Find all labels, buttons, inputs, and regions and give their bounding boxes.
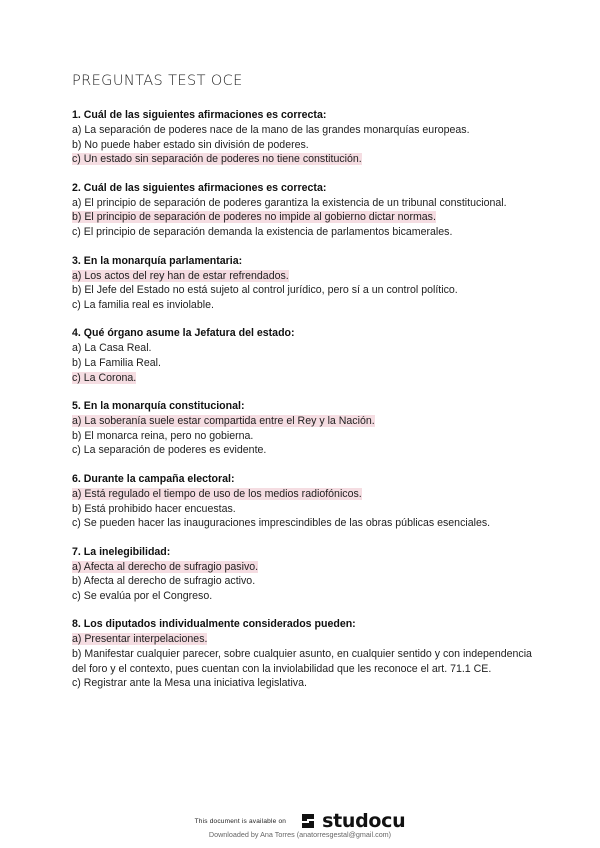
- answer-option-highlighted: [72, 371, 542, 386]
- answer-option-text: c) Se pueden hacer las inauguraciones imprescindibles de las obras públicas esenciales.: [72, 517, 491, 530]
- question-block: [72, 545, 542, 604]
- answer-option-text: a) Presentar interpelaciones.: [72, 633, 208, 646]
- answer-option-text: b) El monarca reina, pero no gobierna.: [72, 429, 254, 442]
- answer-option: [72, 589, 542, 604]
- answer-option-highlighted: [72, 414, 542, 429]
- answer-option-highlighted: [72, 210, 542, 225]
- answer-option-highlighted: [72, 269, 542, 284]
- answer-option: [72, 574, 542, 589]
- question-block: [72, 617, 542, 690]
- answer-option: [72, 123, 542, 138]
- answer-option-text: c) El principio de separación demanda la existencia de parlamentos bicamerales.: [72, 225, 453, 238]
- answer-option-text: b) No puede haber estado sin división de poderes.: [72, 138, 309, 151]
- answer-option: [72, 502, 542, 517]
- document-title: PREGUNTAS TEST OCE: [72, 73, 243, 89]
- answer-option-highlighted: [72, 560, 542, 575]
- answer-option-highlighted: [72, 632, 542, 647]
- question-block: [72, 472, 542, 531]
- studocu-logo-icon: [298, 811, 318, 831]
- answer-option-highlighted: [72, 487, 542, 502]
- answer-option: [72, 356, 542, 371]
- answer-option: [72, 138, 542, 153]
- answer-option-text: a) La soberanía suele estar compartida entre el Rey y la Nación.: [72, 415, 375, 428]
- answer-option-text: a) El principio de separación de poderes garantiza la existencia de un tribunal constitucional.: [72, 196, 507, 209]
- answer-option: [72, 647, 542, 676]
- question-text: 8. Los diputados individualmente considerados pueden:: [72, 618, 356, 631]
- question-block: [72, 108, 542, 167]
- question-list: [72, 108, 542, 705]
- downloaded-by-text: Downloaded by Ana Torres (anatorresgestal@gmail.com): [208, 830, 392, 839]
- answer-option-text: a) La Casa Real.: [72, 342, 152, 355]
- answer-option-text: b) Afecta al derecho de sufragio activo.: [72, 575, 256, 588]
- question-text: 4. Qué órgano asume la Jefatura del estado:: [72, 327, 295, 340]
- answer-option: [72, 196, 542, 211]
- question-block: [72, 254, 542, 313]
- answer-option-text: c) Se evalúa por el Congreso.: [72, 589, 213, 602]
- question-block: [72, 399, 542, 458]
- answer-option-text: b) El principio de separación de poderes no impide al gobierno dictar normas.: [72, 211, 436, 224]
- answer-option-text: a) Afecta al derecho de sufragio pasivo.: [72, 560, 259, 573]
- studocu-logo[interactable]: [298, 810, 405, 832]
- answer-option: [72, 298, 542, 313]
- question-text: 7. La inelegibilidad:: [72, 545, 171, 558]
- answer-option: [72, 429, 542, 444]
- question-block: [72, 326, 542, 385]
- answer-option-text: c) Registrar ante la Mesa una iniciativa legislativa.: [72, 677, 307, 690]
- answer-option: [72, 443, 542, 458]
- answer-option-text: b) Manifestar cualquier parecer, sobre cualquier asunto, en cualquier sentido y con independencia del foro y el contexto, pues cuentan con la inviolabilidad que les reconoce el art. 71.1 CE.: [72, 648, 532, 675]
- answer-option-text: a) Está regulado el tiempo de uso de los medios radiofónicos.: [72, 487, 362, 500]
- answer-option: [72, 341, 542, 356]
- answer-option: [72, 676, 542, 691]
- answer-option-text: c) La familia real es inviolable.: [72, 298, 214, 311]
- available-on-text: This document is available on: [194, 817, 287, 825]
- question-text: 2. Cuál de las siguientes afirmaciones es correcta:: [72, 181, 327, 194]
- question-text: 5. En la monarquía constitucional:: [72, 400, 245, 413]
- answer-option-text: b) El Jefe del Estado no está sujeto al control jurídico, pero sí a un control político.: [72, 284, 458, 297]
- question-block: [72, 181, 542, 240]
- answer-option-text: b) Está prohibido hacer encuestas.: [72, 502, 236, 515]
- answer-option-text: c) Un estado sin separación de poderes no tiene constitución.: [72, 153, 362, 166]
- answer-option: [72, 516, 542, 531]
- answer-option-text: b) La Familia Real.: [72, 356, 161, 369]
- answer-option-text: a) La separación de poderes nace de la mano de las grandes monarquías europeas.: [72, 124, 470, 136]
- answer-option: [72, 225, 542, 240]
- answer-option: [72, 283, 542, 298]
- question-text: 3. En la monarquía parlamentaria:: [72, 254, 243, 267]
- question-text: 1. Cuál de las siguientes afirmaciones es correcta:: [72, 109, 327, 121]
- answer-option-highlighted: [72, 152, 542, 167]
- studocu-brand-text: studocu: [322, 810, 406, 832]
- question-text: 6. Durante la campaña electoral:: [72, 472, 235, 485]
- answer-option-text: a) Los actos del rey han de estar refrendados.: [72, 269, 289, 282]
- answer-option-text: c) La Corona.: [72, 371, 137, 384]
- answer-option-text: c) La separación de poderes es evidente.: [72, 444, 267, 457]
